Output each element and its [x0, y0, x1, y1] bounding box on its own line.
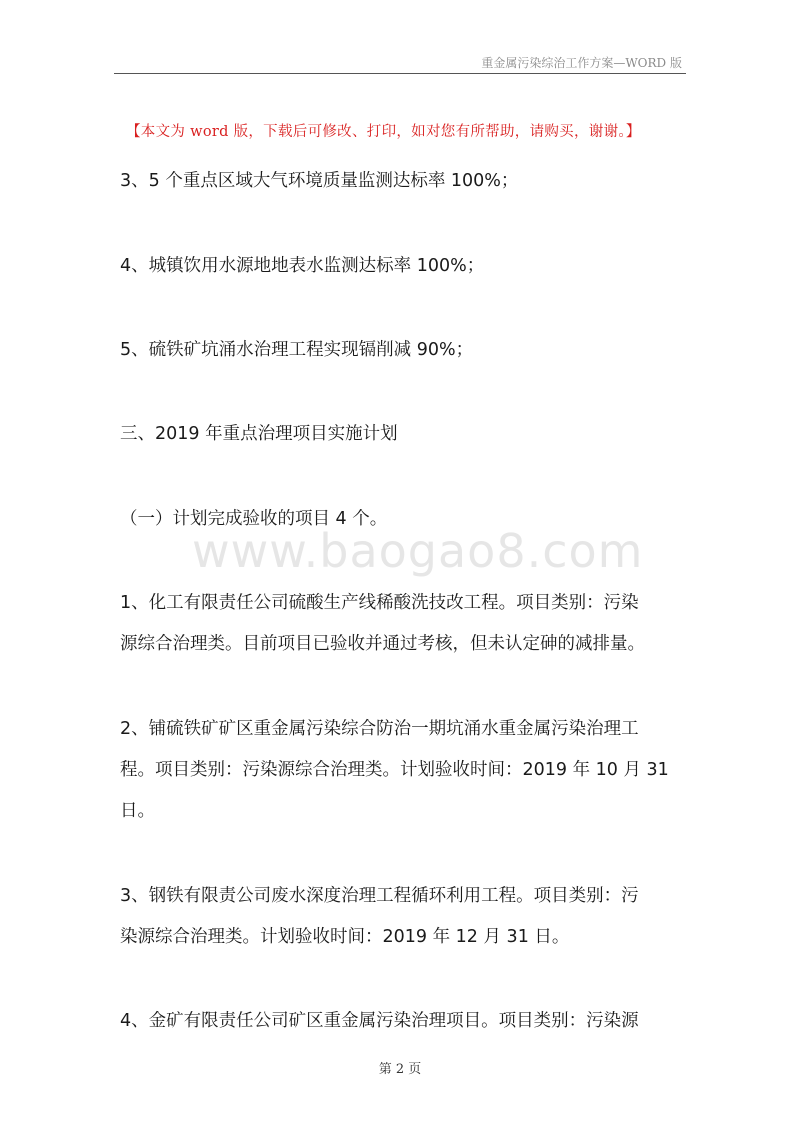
project-2-line-3: 日。 — [120, 801, 155, 821]
watermark: www.baogao8.com — [192, 524, 644, 578]
project-2-line-1: 2、铺硫铁矿矿区重金属污染综合防治一期坑涌水重金属污染治理工 — [120, 719, 639, 739]
section-heading-3: 三、2019 年重点治理项目实施计划 — [120, 424, 398, 444]
paragraph-target-4: 4、城镇饮用水源地地表水监测达标率 100%； — [120, 256, 485, 276]
header-divider — [114, 73, 686, 74]
paragraph-target-5: 5、硫铁矿坑涌水治理工程实现镉削减 90%； — [120, 340, 474, 360]
page-number: 第 2 页 — [378, 1062, 422, 1077]
paragraph-target-3: 3、5 个重点区域大气环境质量监测达标率 100%； — [120, 171, 519, 191]
project-3-line-1: 3、钢铁有限责公司废水深度治理工程循环利用工程。项目类别：污 — [120, 886, 639, 906]
project-2-line-2: 程。项目类别：污染源综合治理类。计划验收时间：2019 年 10 月 31 — [120, 760, 669, 780]
project-1-line-1: 1、化工有限责任公司硫酸生产线稀酸洗技改工程。项目类别：污染 — [120, 593, 639, 613]
project-1-line-2: 源综合治理类。目前项目已验收并通过考核，但未认定砷的减排量。 — [120, 634, 645, 654]
subsection-heading-1: （一）计划完成验收的项目 4 个。 — [120, 509, 388, 529]
project-3-line-2: 染源综合治理类。计划验收时间：2019 年 12 月 31 日。 — [120, 927, 570, 947]
project-4-line-1: 4、金矿有限责任公司矿区重金属污染治理项目。项目类别：污染源 — [120, 1011, 639, 1031]
download-notice: 【本文为 word 版，下载后可修改、打印，如对您有所帮助，请购买，谢谢。】 — [126, 124, 641, 140]
running-header: 重金属污染综治工作方案—WORD 版 — [481, 56, 682, 70]
